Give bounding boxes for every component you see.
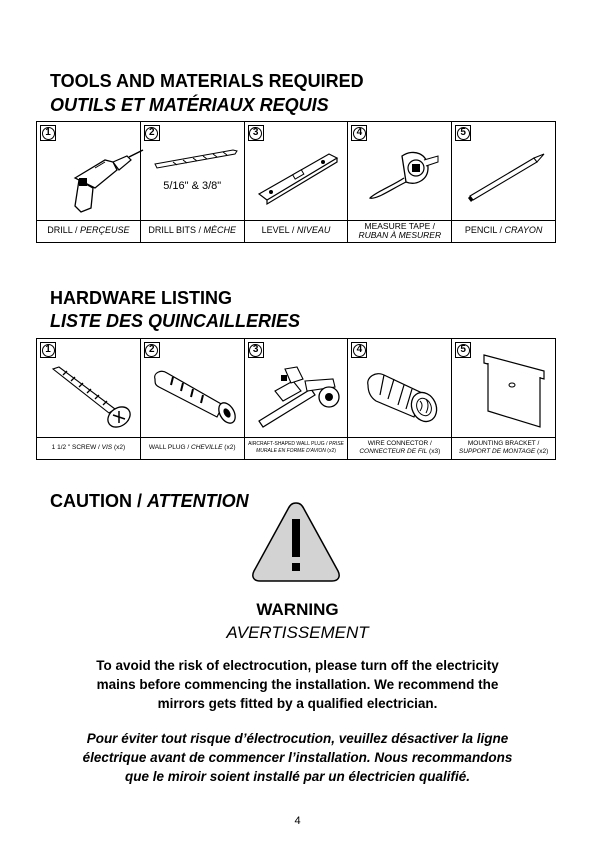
tool-label: PENCIL / CRAYON — [464, 225, 543, 235]
tools-title-fr: OUTILS ET MATÉRIAUX REQUIS — [50, 95, 329, 115]
item-number: 1 — [40, 125, 56, 141]
warning-title-fr: AVERTISSEMENT — [226, 623, 369, 642]
warning-triangle-icon — [248, 497, 344, 587]
tool-label: DRILL / PERÇEUSE — [47, 225, 130, 235]
item-number: 4 — [351, 125, 367, 141]
hardware-label: 1 1/2 " SCREW / VIS (x2) — [51, 444, 126, 451]
item-number: 5 — [455, 125, 471, 141]
wire-connector-icon — [362, 363, 446, 429]
hardware-table — [36, 338, 556, 460]
hardware-cell-wire-connector — [348, 339, 452, 459]
tool-label: LEVEL / NIVEAU — [261, 225, 331, 235]
item-number: 2 — [144, 342, 160, 358]
item-number: 5 — [455, 342, 471, 358]
warning-text-en: To avoid the risk of electrocution, please turn off the electricity mains before commencing the installation. We recommend the mirrors gets fitted by a qualified electrician. — [96, 658, 499, 711]
tools-table — [36, 121, 556, 243]
hardware-label: MOUNTING BRACKET / SUPPORT DE MONTAGE (x2) — [458, 439, 549, 455]
mounting-bracket-icon — [478, 351, 550, 431]
aircraft-wall-plug-icon — [255, 361, 347, 435]
drill-icon — [65, 148, 145, 218]
caution-title: CAUTION / ATTENTION — [50, 491, 249, 511]
tools-title: TOOLS AND MATERIALS REQUIRED — [50, 71, 364, 91]
item-number: 2 — [144, 125, 160, 141]
hardware-cell-screw — [37, 339, 141, 459]
tool-label: DRILL BITS / MÈCHE — [148, 225, 237, 235]
hardware-title-fr: LISTE DES QUINCAILLERIES — [50, 311, 301, 331]
level-icon — [255, 150, 341, 206]
item-number: 1 — [40, 342, 56, 358]
hardware-cell-wall-plug — [141, 339, 245, 459]
tool-cell-level — [245, 122, 349, 242]
item-number: 3 — [248, 342, 264, 358]
hardware-label: WIRE CONNECTOR / CONNECTEUR DE FIL (x3) — [359, 439, 441, 455]
hardware-cell-aircraft-wall-plug — [245, 339, 349, 459]
warning-title: WARNING — [256, 600, 339, 619]
hardware-cell-mounting-bracket — [452, 339, 555, 459]
measure-tape-icon — [362, 146, 442, 206]
tool-cell-measure-tape — [348, 122, 452, 242]
tool-cell-drill-bits — [141, 122, 245, 242]
tool-cell-pencil — [452, 122, 555, 242]
pencil-icon — [464, 152, 548, 204]
hardware-label: WALL PLUG / CHEVILLE (x2) — [148, 444, 236, 451]
drill-bits-sizes: 5/16" & 3/8" — [163, 180, 222, 192]
item-number: 4 — [351, 342, 367, 358]
page-number: 4 — [294, 815, 301, 827]
tool-label: MEASURE TAPE / RUBAN À MESURER — [358, 220, 442, 240]
item-number: 3 — [248, 125, 264, 141]
warning-text-fr: Pour éviter tout risque d’électrocution, veuillez désactiver la ligne électrique avant de commencer l’installation. Nous recommandons que le miroir soient installé par un électricien qualifié. — [82, 731, 513, 784]
drill-bits-icon — [153, 146, 239, 170]
screw-icon — [49, 363, 139, 433]
hardware-label: AIRCRAFT-SHAPED WALL PLUG / PRISE MURALE EN FORME D'AVION (x2) — [248, 440, 344, 454]
wall-plug-icon — [149, 365, 241, 425]
tool-cell-drill — [37, 122, 141, 242]
hardware-title: HARDWARE LISTING — [50, 288, 232, 308]
